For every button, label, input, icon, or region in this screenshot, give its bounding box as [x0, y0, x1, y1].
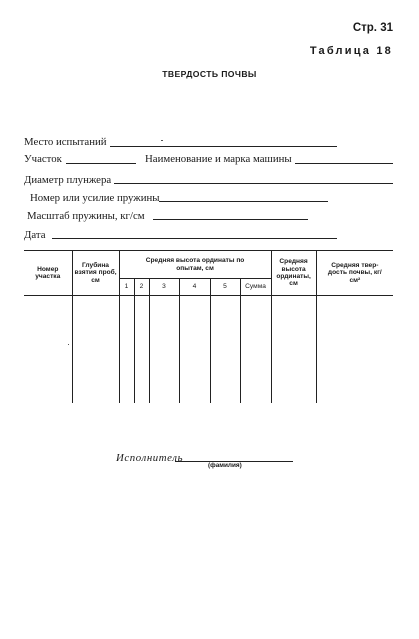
surname-caption: (фамилия) — [208, 462, 242, 469]
hardness-table — [24, 250, 393, 403]
subcol-sum: Сумма — [240, 279, 271, 296]
cell-test-1[interactable] — [119, 296, 134, 404]
machine-name-line[interactable] — [295, 163, 393, 164]
col-avg-hardness: Средняя твер- дость почвы, кг/см² — [316, 251, 393, 296]
cell-test-3[interactable] — [149, 296, 179, 404]
cell-avg-ordinate[interactable] — [271, 296, 316, 404]
spring-number-line[interactable] — [159, 201, 328, 202]
site-line[interactable] — [66, 163, 136, 164]
page-number: Стр. 31 — [352, 22, 393, 34]
col-site-number: Номер участка — [24, 251, 72, 296]
spring-scale-line[interactable] — [153, 219, 308, 220]
machine-name-label: Наименование и марка машины — [145, 153, 292, 165]
table-number: Таблица 18 — [309, 45, 393, 57]
subcol-4: 4 — [179, 279, 210, 296]
cell-test-2[interactable] — [134, 296, 149, 404]
col-avg-ordinate-by-tests: Средняя высота ординаты по опытам, см — [119, 251, 271, 279]
col-avg-ordinate: Средняя высота ординаты, см — [271, 251, 316, 296]
cell-avg-hardness[interactable] — [316, 296, 393, 404]
subcol-1: 1 — [119, 279, 134, 296]
plunger-diameter-label: Диаметр плунжера — [24, 174, 112, 186]
ink-speck — [68, 344, 69, 345]
cell-site-number[interactable] — [24, 296, 72, 404]
cell-sample-depth[interactable] — [72, 296, 119, 404]
cell-test-4[interactable] — [179, 296, 210, 404]
plunger-diameter-line[interactable] — [114, 183, 393, 184]
executor-label: Исполнитель — [116, 452, 184, 464]
ink-speck — [161, 140, 163, 141]
subcol-3: 3 — [149, 279, 179, 296]
test-location-line[interactable] — [110, 146, 337, 147]
cell-test-5[interactable] — [210, 296, 240, 404]
col-sample-depth: Глубина взятия проб, см — [72, 251, 119, 296]
date-label: Дата — [24, 229, 46, 241]
subcol-5: 5 — [210, 279, 240, 296]
site-label: Участок — [24, 153, 62, 165]
test-location-label: Место испытаний — [24, 136, 107, 148]
cell-sum[interactable] — [240, 296, 271, 404]
subcol-2: 2 — [134, 279, 149, 296]
spring-scale-label: Масштаб пружины, кг/см — [27, 210, 145, 222]
date-line[interactable] — [52, 238, 337, 239]
spring-number-label: Номер или усилие пружины — [30, 192, 160, 204]
document-title: ТВЕРДОСТЬ ПОЧВЫ — [162, 69, 257, 79]
